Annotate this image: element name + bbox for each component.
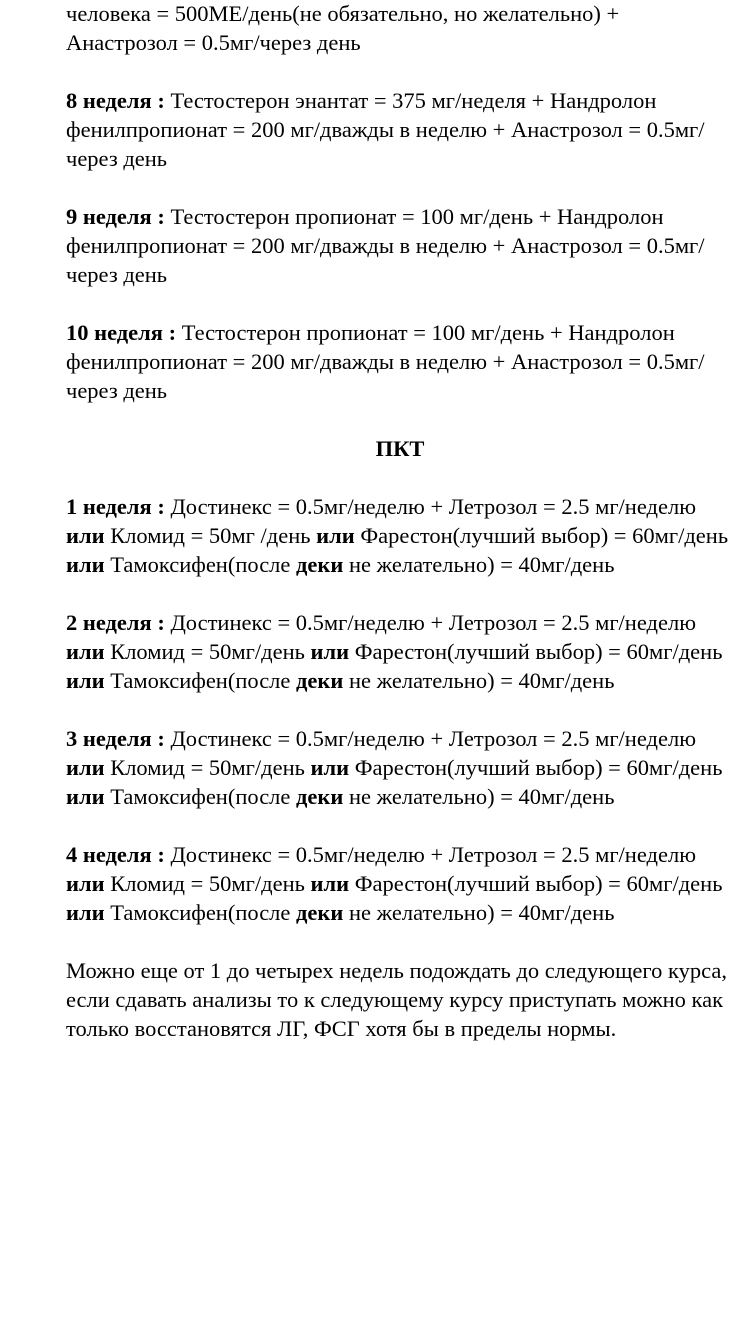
week-label: 9 неделя : (66, 204, 165, 229)
cycle-week-9 (66, 202, 734, 289)
cycle-week-10 (66, 318, 734, 405)
week-text: Тестостерон пропионат = 100 мг/день + Нандролон фенилпропионат = 200 мг/дважды в неделю + Анастрозол = 0.5мг/через день (66, 320, 705, 403)
week-label: 4 неделя : (66, 842, 165, 867)
continuation-line-1: человека = 500МЕ/день(не обязательно, но желательно) + (66, 1, 620, 26)
document-body (66, 0, 734, 1072)
pct-week-3: 3 неделя : Достинекс = 0.5мг/неделю + Летрозол = 2.5 мг/неделю или Кломид = 50мг/день или Фарестон(лучший выбор) = 60мг/день или Тамоксифен(после деки не желательно) = 40мг/день (66, 726, 723, 809)
pct-heading: ПКТ (375, 436, 425, 461)
continuation-paragraph (66, 0, 734, 57)
pct-week-1: 1 неделя : Достинекс = 0.5мг/неделю + Летрозол = 2.5 мг/неделю или Кломид = 50мг /день или Фарестон(лучший выбор) = 60мг/день или Тамоксифен(после деки не желательно) = 40мг/день (66, 494, 729, 577)
week-text: Тестостерон энантат = 375 мг/неделя + Нандролон фенилпропионат = 200 мг/дважды в неделю + Анастрозол = 0.5мг/через день (66, 88, 705, 171)
week-text: Тестостерон пропионат = 100 мг/день + Нандролон фенилпропионат = 200 мг/дважды в неделю + Анастрозол = 0.5мг/через день (66, 204, 705, 287)
closing-note: Можно еще от 1 до четырех недель подождать до следующего курса, если сдавать анализы то к следующему курсу приступать можно как только восстановятся ЛГ, ФСГ хотя бы в пределы нормы. (66, 958, 727, 1041)
week-label: 8 неделя : (66, 88, 165, 113)
week-label: 1 неделя : (66, 494, 165, 519)
week-label: 10 неделя : (66, 320, 177, 345)
cycle-week-8 (66, 86, 734, 173)
week-label: 3 неделя : (66, 726, 165, 751)
continuation-line-2: Анастрозол = 0.5мг/через день (66, 30, 361, 55)
pct-week-2: 2 неделя : Достинекс = 0.5мг/неделю + Летрозол = 2.5 мг/неделю или Кломид = 50мг/день или Фарестон(лучший выбор) = 60мг/день или Тамоксифен(после деки не желательно) = 40мг/день (66, 610, 723, 693)
week-label: 2 неделя : (66, 610, 165, 635)
pct-week-4: 4 неделя : Достинекс = 0.5мг/неделю + Летрозол = 2.5 мг/неделю или Кломид = 50мг/день или Фарестон(лучший выбор) = 60мг/день или Тамоксифен(после деки не желательно) = 40мг/день (66, 842, 723, 925)
